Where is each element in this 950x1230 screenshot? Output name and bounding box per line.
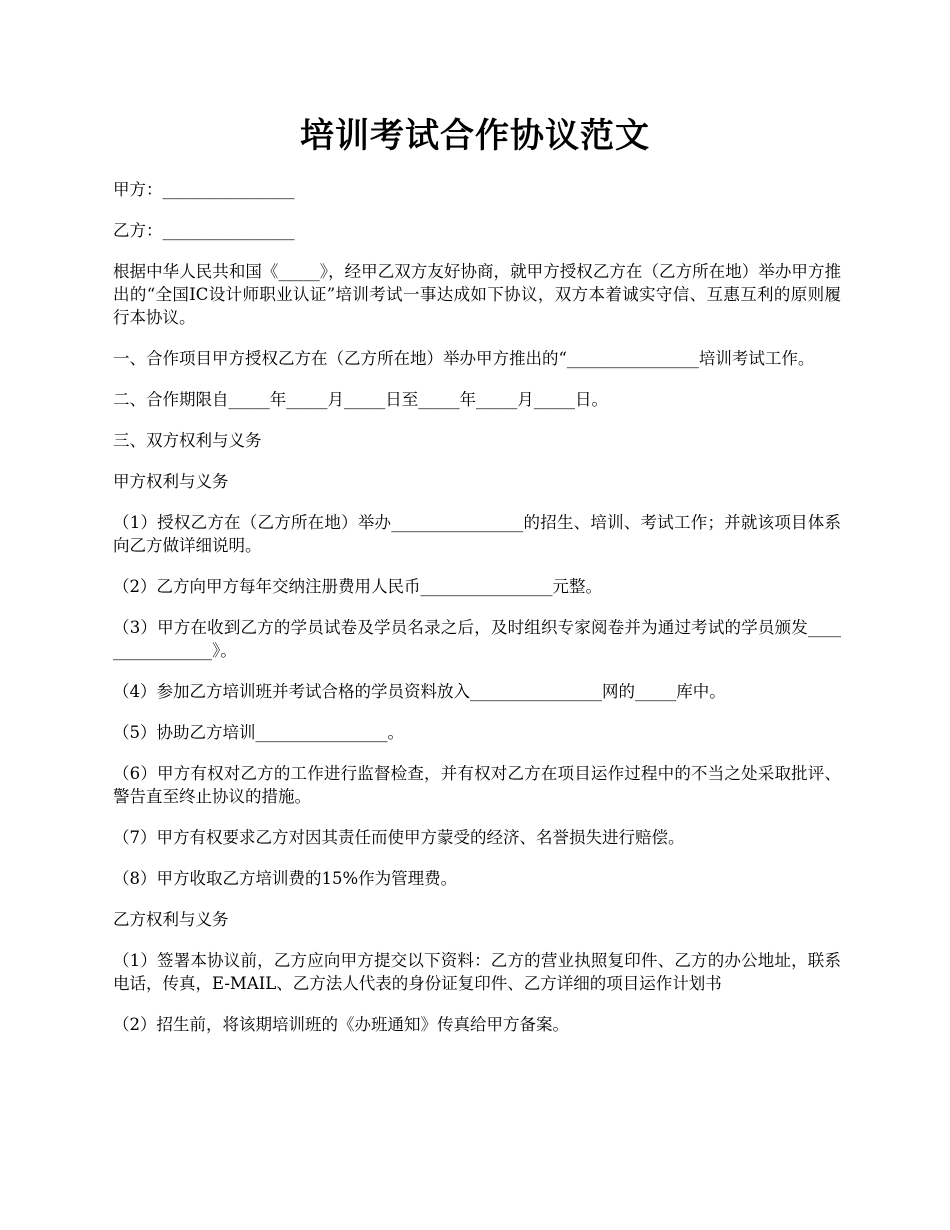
party-a-clause-6: （6）甲方有权对乙方的工作进行监督检查，并有权对乙方在项目运作过程中的不当之处采取批评、警告直至终止协议的措施。 (113, 764, 841, 806)
document-title: 培训考试合作协议范文 (300, 116, 650, 156)
party-b-clause-2: （2）招生前，将该期培训班的《办班通知》传真给甲方备案。 (113, 1015, 569, 1034)
party-a-clause-7: （7）甲方有权要求乙方对因其责任而使甲方蒙受的经济、名誉损失进行赔偿。 (113, 828, 685, 847)
party-a-clause-5: （5）协助乙方培训________________。 (113, 723, 404, 742)
section-1-cooperation-project: 一、合作项目甲方授权乙方在（乙方所在地）举办甲方推出的“________________培训考试工作。 (113, 349, 815, 368)
party-a-clause-1: （1）授权乙方在（乙方所在地）举办________________的招生、培训、考试工作；并就该项目体系向乙方做详细说明。 (113, 513, 841, 555)
party-a-line: 甲方：________________ (113, 180, 295, 199)
party-b-line: 乙方：________________ (113, 221, 295, 240)
party-b-rights-heading: 乙方权利与义务 (113, 910, 229, 929)
party-a-rights-heading: 甲方权利与义务 (113, 472, 229, 491)
preamble-paragraph: 根据中华人民共和国《_____》，经甲乙双方友好协商，就甲方授权乙方在（乙方所在地）举办甲方推出的“全国IC设计师职业认证”培训考试一事达成如下协议，双方本着诚实守信、互惠互利的原则履行本协议。 (113, 262, 841, 327)
party-b-clause-1: （1）签署本协议前，乙方应向甲方提交以下资料：乙方的营业执照复印件、乙方的办公地址，联系电话，传真，E-MAIL、乙方法人代表的身份证复印件、乙方详细的项目运作计划书 (113, 951, 841, 993)
section-2-cooperation-period: 二、合作期限自_____年_____月_____日至_____年_____月_____日。 (113, 390, 608, 409)
party-a-clause-8: （8）甲方收取乙方培训费的15%作为管理费。 (113, 869, 458, 888)
party-a-clause-2: （2）乙方向甲方每年交纳注册费用人民币________________元整。 (113, 577, 602, 596)
party-a-clause-4: （4）参加乙方培训班并考试合格的学员资料放入________________网的_____库中。 (113, 682, 726, 701)
section-3-heading: 三、双方权利与义务 (113, 431, 262, 450)
document-body (113, 178, 841, 1054)
party-a-clause-3: （3）甲方在收到乙方的学员试卷及学员名录之后，及时组织专家阅卷并为通过考试的学员颁发________________》。 (113, 618, 841, 660)
